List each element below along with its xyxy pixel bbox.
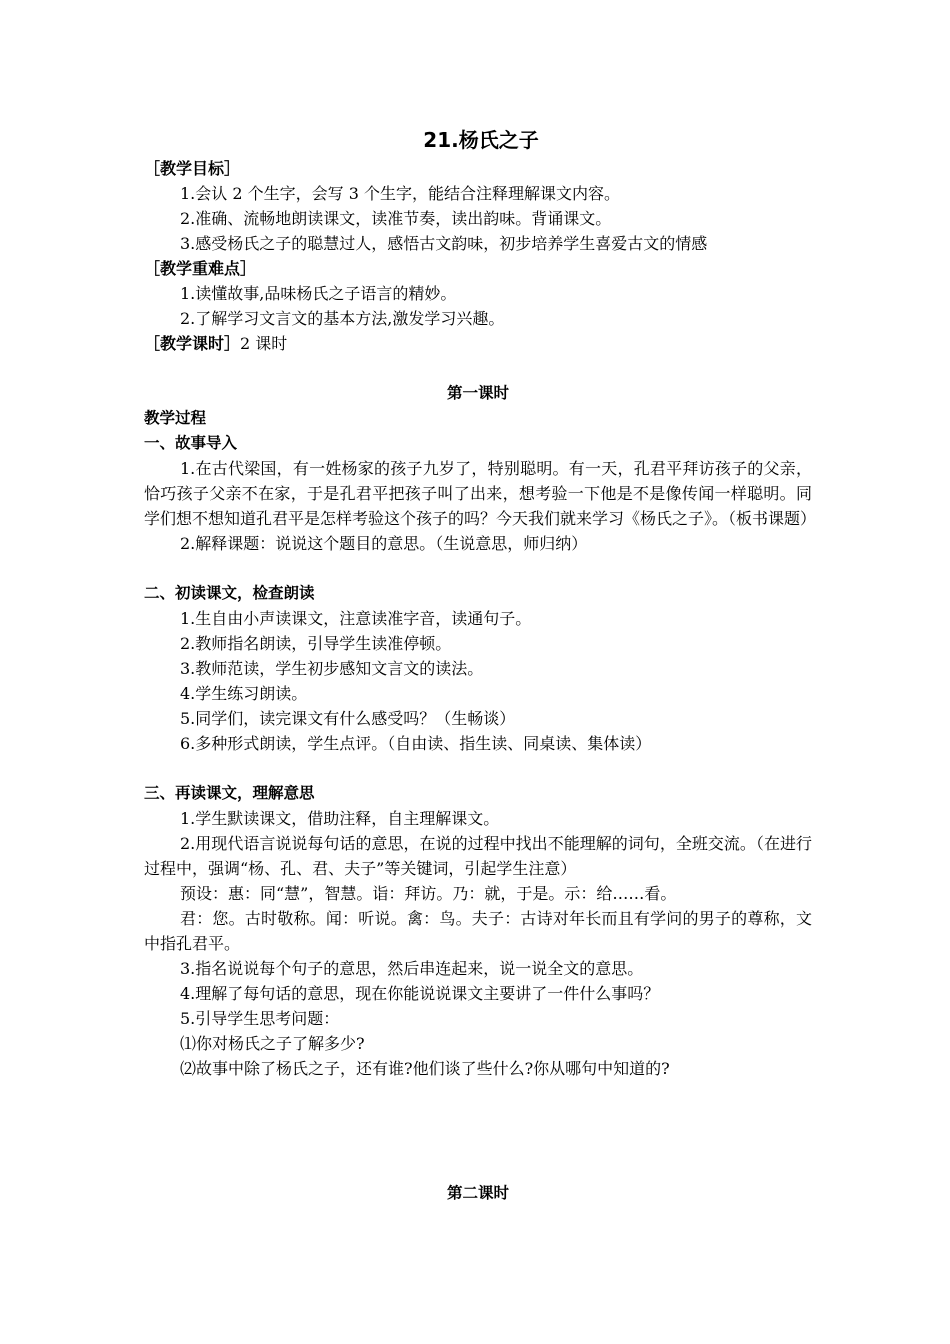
section3-paragraph: 3.指名说说每个句子的意思，然后串连起来，说一说全文的意思。	[180, 959, 644, 978]
goals-heading: ［教学目标］	[144, 159, 241, 178]
section2-item: 1.生自由小声读课文，注意读准字音，读通句子。	[180, 609, 532, 628]
lesson2-heading: 第二课时	[446, 1184, 509, 1202]
class-hours-heading: ［教学课时］	[144, 334, 241, 353]
section3-preset: 预设：惠：同“慧”，智慧。诣：拜访。乃：就，于是。示：给……看。	[180, 884, 677, 903]
goal-item: 1.会认 2 个生字，会写 3 个生字，能结合注释理解课文内容。	[180, 184, 620, 203]
lesson1-heading: 第一课时	[446, 384, 509, 402]
document-content	[144, 124, 817, 1206]
key-point-item: 1.读懂故事,品味杨氏之子语言的精妙。	[180, 284, 457, 303]
class-hours-value: 2 课时	[240, 334, 288, 353]
section2-item: 3.教师范读，学生初步感知文言文的读法。	[180, 659, 484, 678]
section3-paragraph: 2.用现代语言说说每句话的意思，在说的过程中找出不能理解的词句，全班交流。（在进行过程中，强调“杨、孔、君、夫子”等关键词，引起学生注意）	[144, 834, 812, 878]
section2-item: 5.同学们，读完课文有什么感受吗？（生畅谈）	[180, 709, 516, 728]
section3-preset: 君：您。古时敬称。闻：听说。禽：鸟。夫子：古诗对年长而且有学问的男子的尊称，文中指孔君平。	[144, 909, 812, 953]
page-title: 21.杨氏之子	[423, 128, 539, 152]
goal-item: 2.准确、流畅地朗读课文，读准节奏，读出韵味。背诵课文。	[180, 209, 612, 228]
section1-heading: 一、故事导入	[144, 434, 238, 452]
section2-item: 4.学生练习朗读。	[180, 684, 308, 703]
class-hours	[144, 331, 812, 356]
section2-heading: 二、初读课文，检查朗读	[144, 584, 315, 602]
section3-paragraph: 5.引导学生思考问题：	[180, 1009, 340, 1028]
section3-paragraph: 1.学生默读课文，借助注释，自主理解课文。	[180, 809, 500, 828]
section3-heading: 三、再读课文，理解意思	[144, 784, 315, 802]
section2-item: 2.教师指名朗读，引导学生读准停顿。	[180, 634, 452, 653]
key-points-heading: ［教学重难点］	[144, 259, 257, 278]
key-point-item: 2.了解学习文言文的基本方法,激发学习兴趣。	[180, 309, 505, 328]
process-heading: 教学过程	[144, 409, 207, 427]
section3-question: ⑵故事中除了杨氏之子，还有谁?他们谈了些什么?你从哪句中知道的?	[180, 1059, 670, 1078]
goal-item: 3.感受杨氏之子的聪慧过人，感悟古文韵味，初步培养学生喜爱古文的情感	[180, 234, 708, 253]
section1-paragraph: 2.解释课题：说说这个题目的意思。（生说意思，师归纳）	[180, 534, 588, 553]
section2-item: 6.多种形式朗读，学生点评。（自由读、指生读、同桌读、集体读）	[180, 734, 652, 753]
section3-question: ⑴你对杨氏之子了解多少?	[180, 1034, 365, 1053]
section1-paragraph: 1.在古代梁国，有一姓杨家的孩子九岁了，特别聪明。有一天，孔君平拜访孩子的父亲，恰巧孩子父亲不在家，于是孔君平把孩子叫了出来，想考验一下他是不是像传闻一样聪明。同学们想不想知道孔君平是怎样考验这个孩子的吗？今天我们就来学习《杨氏之子》。（板书课题）	[144, 459, 817, 528]
section3-paragraph: 4.理解了每句话的意思，现在你能说说课文主要讲了一件什么事吗？	[180, 984, 660, 1003]
